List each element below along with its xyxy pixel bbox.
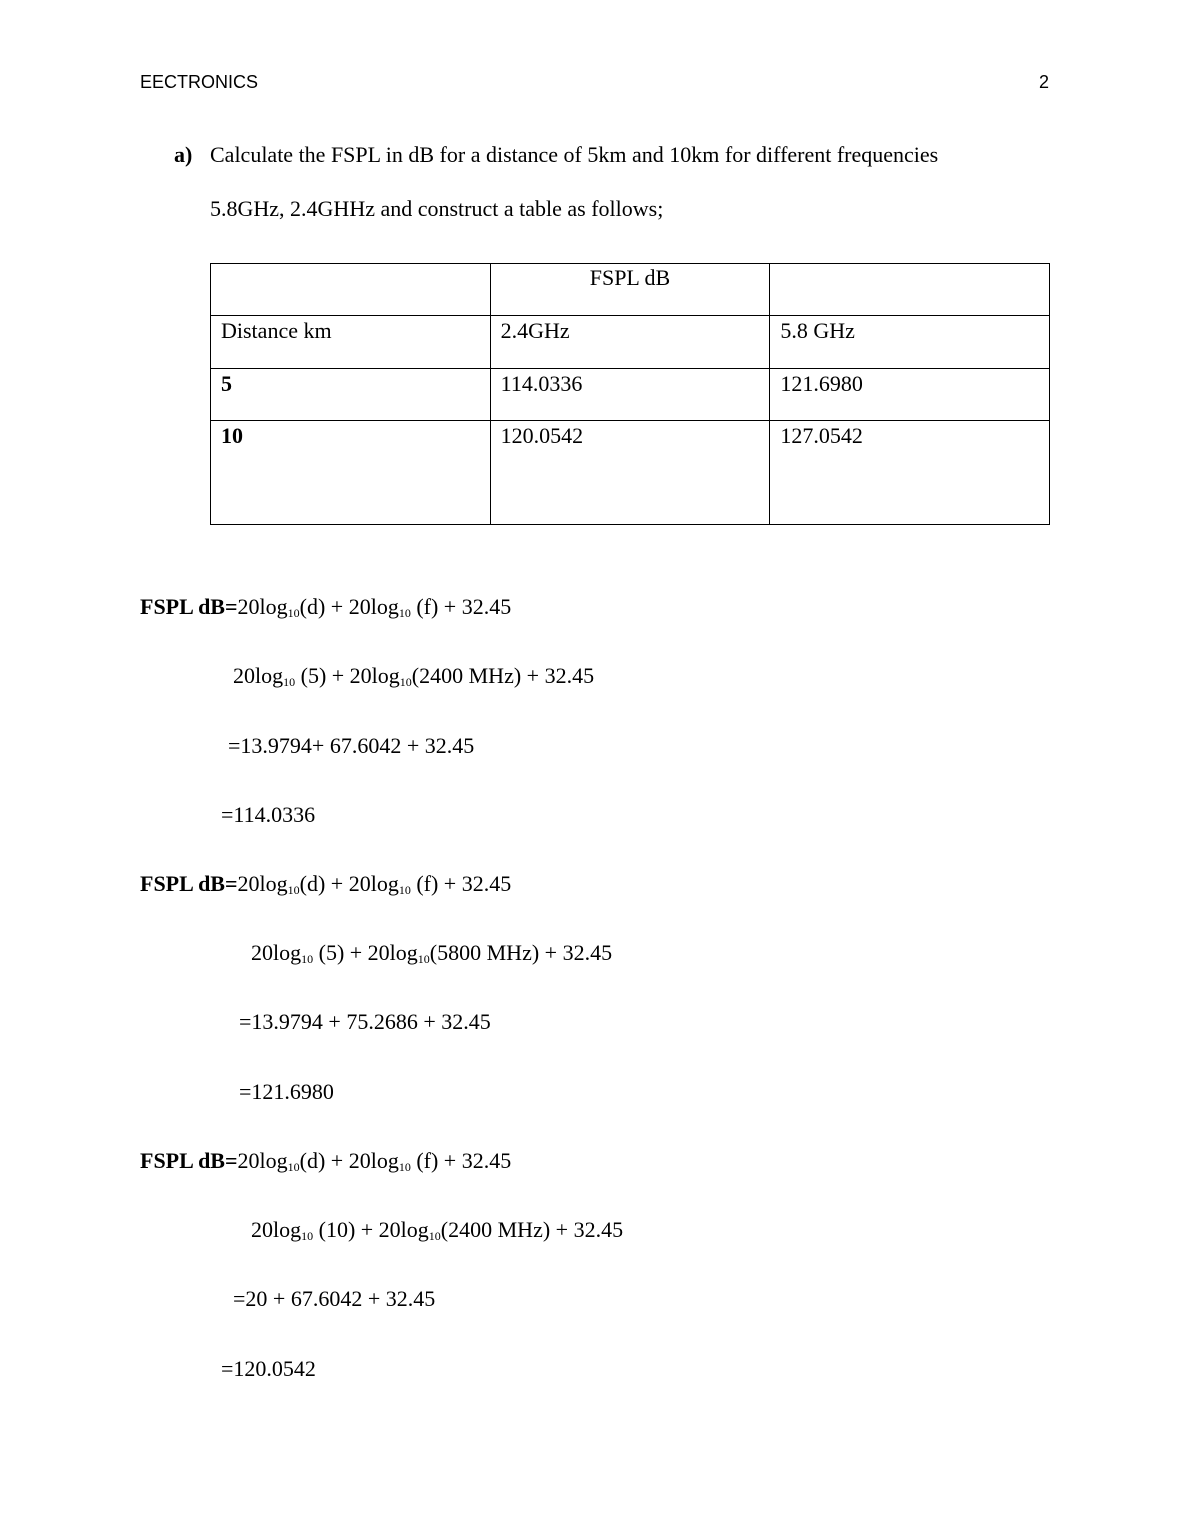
table-cell	[770, 264, 1050, 316]
calc-result-line: =121.6980	[239, 1079, 334, 1104]
formula-label: FSPL dB=	[140, 871, 238, 896]
calc-result-line: =120.0542	[221, 1356, 316, 1381]
table-column-header-row	[211, 316, 1050, 369]
table-cell-fspl-header: FSPL dB	[490, 264, 770, 316]
question-marker: a)	[174, 142, 193, 167]
table-cell-value: 120.0542	[490, 421, 770, 525]
formula-line: FSPL $dB=20\log_{10}(d) + 20\log_{10}$ (f) + 32.45	[140, 871, 512, 897]
table-row	[211, 421, 1050, 525]
calc-sum-line: =13.9794+ 67.6042 + 32.45	[228, 733, 475, 758]
table-cell-value: 121.6980	[770, 369, 1050, 421]
fspl-table	[210, 263, 1050, 525]
table-cell-distance: 5	[211, 369, 491, 421]
calc-substitution-line: $20\log_{10}$ $(10) + 20\log_{10}(2400$ MHz) + 32.45	[251, 1217, 624, 1243]
calc-sum-line: =20 + 67.6042 + 32.45	[233, 1286, 436, 1311]
formula-line: FSPL $dB=20\log_{10}(d) + 20\log_{10}$ (f) + 32.45	[140, 594, 512, 620]
column-header-2-4ghz: 2.4GHz	[490, 316, 770, 369]
calc-substitution-line: $20\log_{10}$ $(5) + 20\log_{10}(5800$ MHz) + 32.45	[251, 940, 613, 966]
table-row	[211, 369, 1050, 421]
page-number: 2	[1039, 72, 1050, 92]
formula-label: FSPL dB=	[140, 594, 238, 619]
calc-sum-line: =13.9794 + 75.2686 + 32.45	[239, 1009, 491, 1034]
formula-label: FSPL dB=	[140, 1148, 238, 1173]
question-text-line-2: 5.8GHz, 2.4GHHz and construct a table as follows;	[210, 196, 664, 221]
formula-line: FSPL $dB=20\log_{10}(d) + 20\log_{10}$ (f) + 32.45	[140, 1148, 512, 1174]
question-text-line-1: Calculate the FSPL in dB for a distance of 5km and 10km for different frequencies	[210, 142, 939, 167]
table-cell	[211, 264, 491, 316]
running-header-title: EECTRONICS	[140, 72, 259, 92]
calc-result-line: =114.0336	[221, 802, 316, 827]
table-cell-distance: 10	[211, 421, 491, 525]
table-cell-value: 114.0336	[490, 369, 770, 421]
column-header-distance: Distance km	[211, 316, 491, 369]
table-cell-value: 127.0542	[770, 421, 1050, 525]
calc-substitution-line: $20\log_{10}$ $(5) + 20\log_{10}(2400$ MHz) + 32.45	[233, 663, 595, 689]
table-header-row	[211, 264, 1050, 316]
column-header-5-8ghz: 5.8 GHz	[770, 316, 1050, 369]
